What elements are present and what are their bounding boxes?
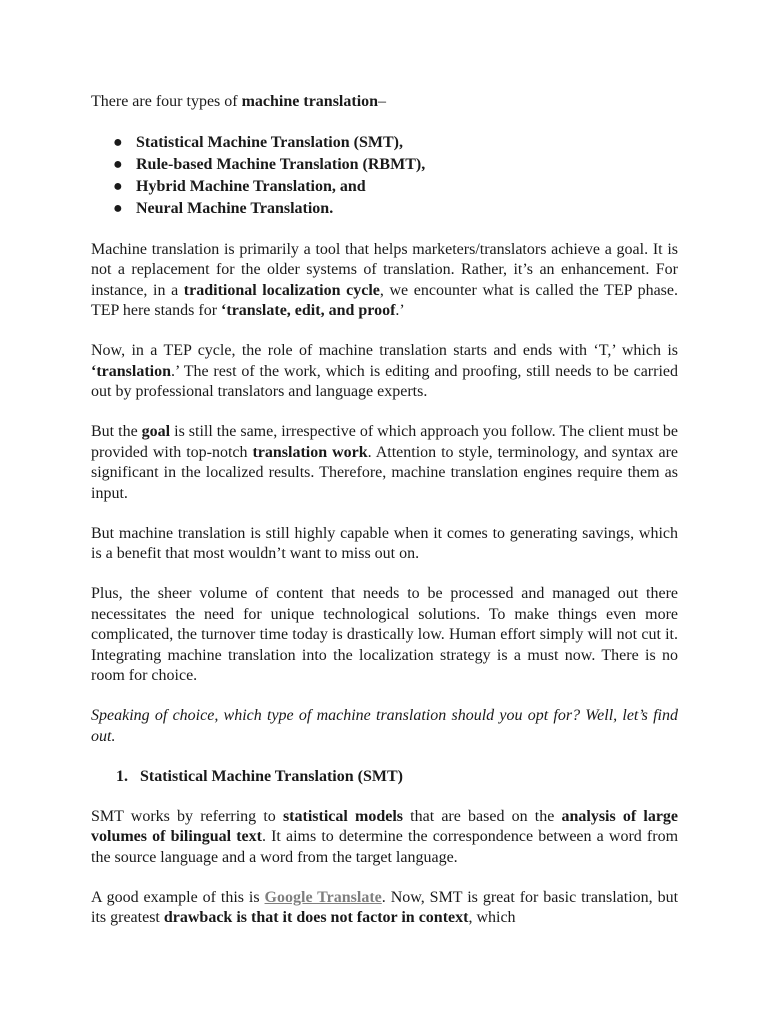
- paragraph-goal: But the goal is still the same, irrespective of which approach you follow. The client must be provided with top-notch translation work. Attention to style, terminology, and syntax are significant in the localized results. Therefore, machine translation engines require them as input.: [91, 423, 679, 502]
- list-item: ● Hybrid Machine Translation, and: [91, 176, 678, 198]
- section-heading-smt: 1. Statistical Machine Translation (SMT): [116, 767, 403, 785]
- bullet-icon: ●: [113, 200, 123, 217]
- paragraph-choice: Speaking of choice, which type of machine translation should you opt for? Well, let’s find out.: [91, 707, 678, 745]
- intro-paragraph: There are four types of machine translation–: [91, 93, 387, 110]
- list-item: ● Statistical Machine Translation (SMT),: [91, 132, 678, 154]
- bullet-icon: ●: [113, 178, 123, 195]
- google-translate-link[interactable]: Google Translate: [264, 888, 382, 906]
- bullet-icon: ●: [113, 156, 123, 173]
- paragraph-tep-intro: Machine translation is primarily a tool that helps marketers/translators achieve a goal. It is not a replacement for the older systems of translation. Rather, it’s an enhancement. For instance, in a traditional localization cycle, we encounter what is called the TEP phase. TEP here stands for ‘translate, edit, and proof.’: [91, 240, 678, 319]
- paragraph-example: A good example of this is Google Translate. Now, SMT is great for basic translation, but its greatest drawback is that it does not factor in context, which: [91, 888, 679, 926]
- paragraph-volume: Plus, the sheer volume of content that needs to be processed and managed out there necessitates the need for unique technological solutions. To make things even more complicated, the turnover time today is drastically low. Human effort simply will not cut it. Integrating machine translation into the localization strategy is a must now. There is no room for choice.: [91, 585, 678, 684]
- paragraph-savings: But machine translation is still highly capable when it comes to generating savings, which is a benefit that most wouldn’t want to miss out on.: [91, 524, 678, 562]
- paragraph-tep-cycle: Now, in a TEP cycle, the role of machine translation starts and ends with ‘T,’ which is ‘translation.’ The rest of the work, which is editing and proofing, still needs to be carried out by professional translators and language experts.: [91, 342, 678, 400]
- list-item: ● Rule-based Machine Translation (RBMT),: [91, 154, 678, 176]
- list-item: ● Neural Machine Translation.: [91, 198, 678, 220]
- translation-types-list: [91, 132, 678, 220]
- paragraph-smt: SMT works by referring to statistical models that are based on the analysis of large volumes of bilingual text. It aims to determine the correspondence between a word from the source language and a word from the target language.: [91, 807, 679, 866]
- bullet-icon: ●: [113, 134, 123, 151]
